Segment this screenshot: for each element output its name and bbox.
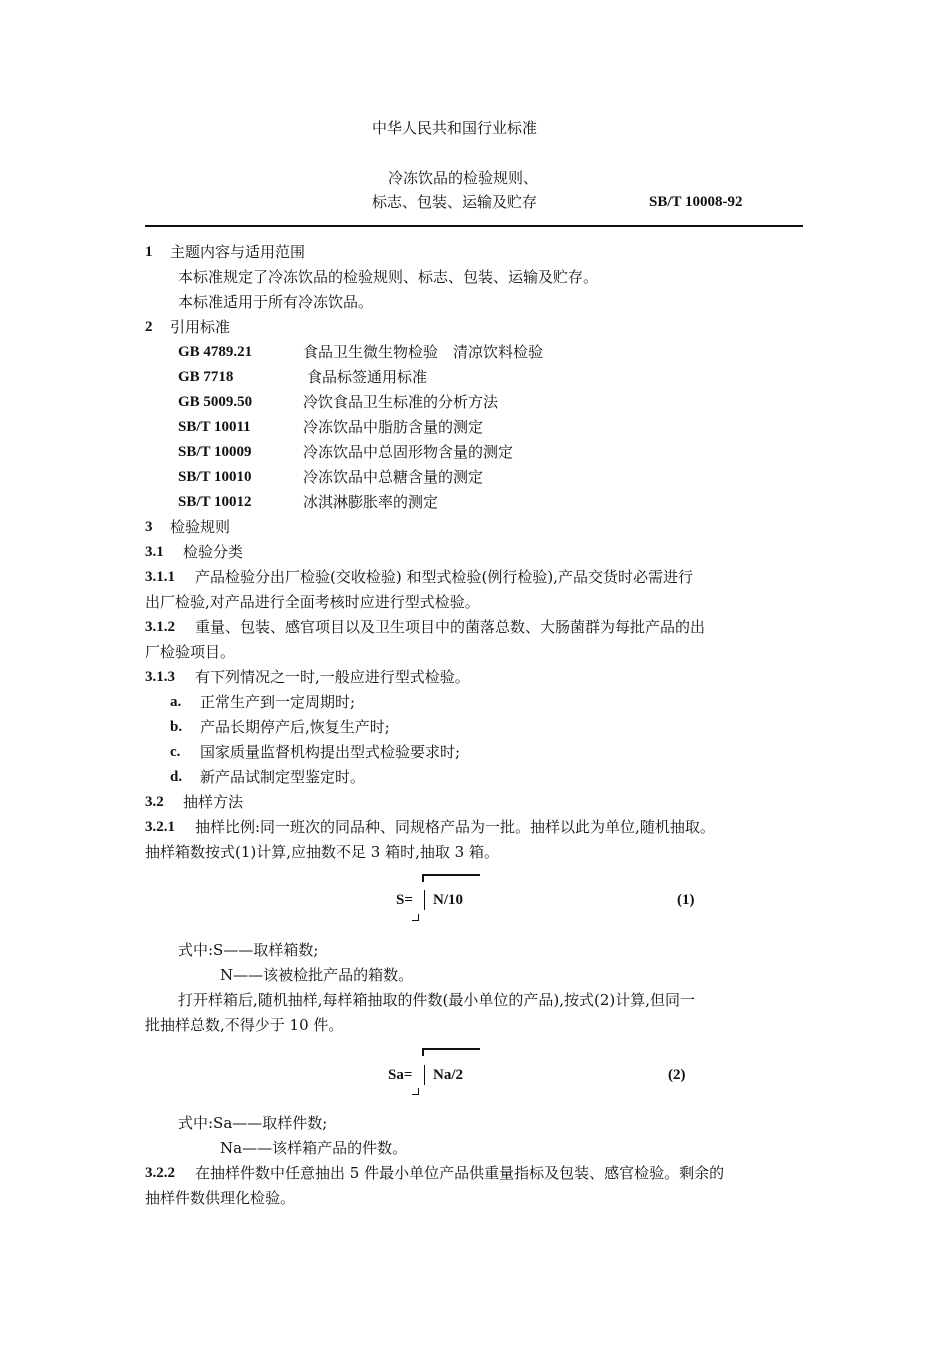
- clause-3-1-1-text: 出厂检验,对产品进行全面考核时应进行型式检验。: [145, 593, 480, 611]
- list-item: 国家质量监督机构提出型式检验要求时;: [200, 743, 461, 761]
- reference-code: SB/T 10011: [178, 419, 251, 435]
- section-1-number: 1: [145, 244, 153, 260]
- clause-3-2-2-number: 3.2.2: [145, 1165, 175, 1181]
- clause-3-2-1-text: 批抽样总数,不得少于 10 件。: [145, 1016, 344, 1034]
- section-1-title: 主题内容与适用范围: [170, 243, 306, 261]
- clause-3-2-1-text: 抽样箱数按式(1)计算,应抽数不足 3 箱时,抽取 3 箱。: [145, 843, 499, 861]
- clause-3-1-number: 3.1: [145, 544, 164, 560]
- formula-2-where: 式中:Sa——取样件数;: [178, 1114, 328, 1132]
- clause-3-1-2-number: 3.1.2: [145, 619, 175, 635]
- formula-1-radicand: N/10: [433, 892, 463, 908]
- clause-3-1-title: 检验分类: [183, 543, 244, 561]
- header-divider: [145, 225, 803, 227]
- clause-3-2-1-text: 抽样比例:同一班次的同品种、同规格产品为一批。抽样以此为单位,随机抽取。: [195, 818, 715, 836]
- reference-name: 冷冻饮品中总固形物含量的测定: [303, 443, 514, 461]
- list-item-label: d.: [170, 769, 183, 785]
- formula-1-where: N——该被检批产品的箱数。: [220, 966, 414, 984]
- clause-3-1-1-text: 产品检验分出厂检验(交收检验) 和型式检验(例行检验),产品交货时必需进行: [195, 568, 693, 586]
- reference-name: 食品标签通用标准: [307, 368, 428, 386]
- reference-name: 冷冻饮品中脂肪含量的测定: [303, 418, 484, 436]
- formula-2-where: Na——该样箱产品的件数。: [220, 1139, 408, 1157]
- radical-sign: [412, 1088, 419, 1095]
- list-item-label: b.: [170, 719, 183, 735]
- reference-name: 冰淇淋膨胀率的测定: [303, 493, 439, 511]
- standard-org-title: 中华人民共和国行业标准: [372, 119, 538, 137]
- radical-sign: [424, 890, 425, 910]
- clause-3-1-3-number: 3.1.3: [145, 669, 175, 685]
- list-item: 正常生产到一定周期时;: [200, 693, 356, 711]
- reference-code: SB/T 10010: [178, 469, 252, 485]
- formula-2-radicand: Na/2: [433, 1067, 463, 1083]
- reference-code: GB 5009.50: [178, 394, 253, 410]
- section-1-paragraph: 本标准规定了冷冻饮品的检验规则、标志、包装、运输及贮存。: [178, 268, 599, 286]
- clause-3-1-3-text: 有下列情况之一时,一般应进行型式检验。: [195, 668, 470, 686]
- reference-code: SB/T 10012: [178, 494, 252, 510]
- reference-name: 冷饮食品卫生标准的分析方法: [303, 393, 499, 411]
- clause-3-1-2-text: 重量、包装、感官项目以及卫生项目中的菌落总数、大肠菌群为每批产品的出: [195, 618, 706, 636]
- list-item-label: c.: [170, 744, 181, 760]
- list-item-label: a.: [170, 694, 182, 710]
- reference-name: 食品卫生微生物检验 清凉饮料检验: [303, 343, 544, 361]
- document-title-line1: 冷冻饮品的检验规则、: [388, 169, 539, 187]
- clause-3-1-2-text: 厂检验项目。: [145, 643, 236, 661]
- radical-sign: [422, 874, 480, 876]
- section-2-title: 引用标准: [170, 318, 231, 336]
- section-3-number: 3: [145, 519, 153, 535]
- clause-3-1-1-number: 3.1.1: [145, 569, 175, 585]
- list-item: 产品长期停产后,恢复生产时;: [200, 718, 390, 736]
- clause-3-2-2-text: 抽样件数供理化检验。: [145, 1189, 296, 1207]
- reference-name: 冷冻饮品中总糖含量的测定: [303, 468, 484, 486]
- reference-code: SB/T 10009: [178, 444, 252, 460]
- radical-sign: [412, 914, 419, 921]
- section-3-title: 检验规则: [170, 518, 231, 536]
- reference-code: GB 4789.21: [178, 344, 253, 360]
- clause-3-2-1-number: 3.2.1: [145, 819, 175, 835]
- formula-1-lhs: S=: [396, 892, 413, 908]
- section-2-number: 2: [145, 319, 153, 335]
- formula-1-number: (1): [677, 892, 695, 908]
- radical-sign: [422, 1048, 480, 1050]
- reference-code: GB 7718: [178, 369, 234, 385]
- section-1-paragraph: 本标准适用于所有冷冻饮品。: [178, 293, 374, 311]
- clause-3-2-1-text: 打开样箱后,随机抽样,每样箱抽取的件数(最小单位的产品),按式(2)计算,但同一: [178, 991, 696, 1009]
- formula-2-lhs: Sa=: [388, 1067, 413, 1083]
- standard-code: SB/T 10008-92: [649, 194, 743, 210]
- radical-sign: [424, 1065, 425, 1085]
- clause-3-2-2-text: 在抽样件数中任意抽出 5 件最小单位产品供重量指标及包装、感官检验。剩余的: [195, 1164, 725, 1182]
- formula-2-number: (2): [668, 1067, 686, 1083]
- document-title-line2: 标志、包装、运输及贮存: [372, 193, 538, 211]
- formula-1-where: 式中:S——取样箱数;: [178, 941, 319, 959]
- list-item: 新产品试制定型鉴定时。: [200, 768, 366, 786]
- clause-3-2-title: 抽样方法: [183, 793, 244, 811]
- clause-3-2-number: 3.2: [145, 794, 164, 810]
